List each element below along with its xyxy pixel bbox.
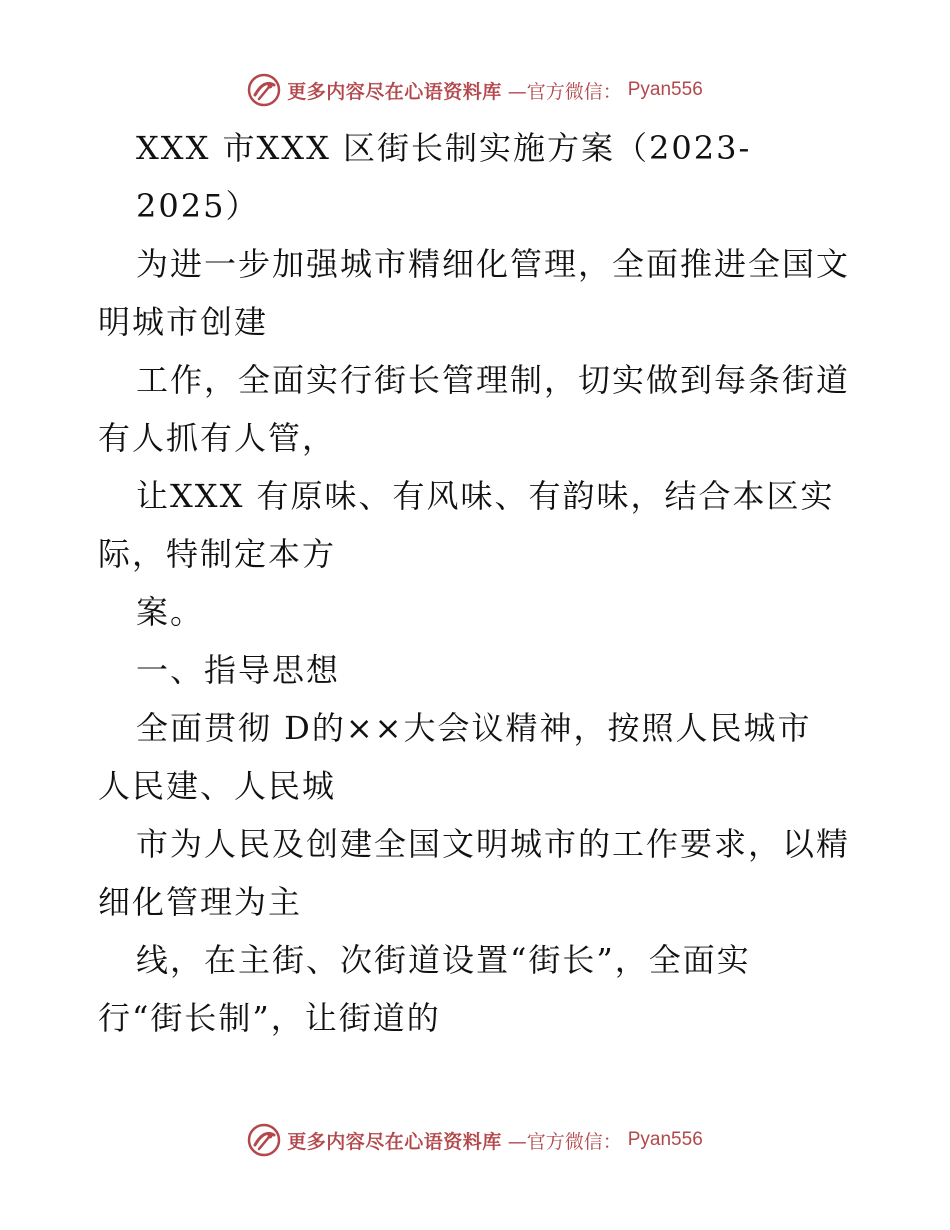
paragraph-line: 让XXX 有原味、有风味、有韵味，结合本区实 <box>136 477 835 515</box>
section-heading: 一、指导思想 <box>136 651 341 689</box>
banner-wechat-id: Pyan556 <box>627 1129 703 1150</box>
banner-text: 更多内容尽在心语资料库 <box>287 1130 502 1153</box>
document-title-line-2: 2025） <box>136 187 260 225</box>
paragraph-line: 人民建、人民城 <box>98 767 337 805</box>
paragraph-line: 明城市创建 <box>98 303 269 341</box>
paragraph-line: 有人抓有人管， <box>98 419 337 457</box>
paragraph-line: 案。 <box>136 593 205 631</box>
paragraph-line: 行“街长制”，让街道的 <box>98 999 441 1037</box>
banner-text: 更多内容尽在心语资料库 <box>287 80 502 103</box>
document-title-line-1: XXX 市XXX 区街长制实施方案（2023- <box>136 129 752 167</box>
banner-wechat-id: Pyan556 <box>627 79 703 100</box>
paragraph-line: 线，在主街、次街道设置“街长”，全面实 <box>136 941 751 979</box>
banner-separator: —官方微信： <box>507 1130 622 1153</box>
footer-banner <box>0 1120 950 1160</box>
paragraph-line: 市为人民及创建全国文明城市的工作要求，以精 <box>136 825 851 863</box>
banner-separator: —官方微信： <box>507 80 622 103</box>
paragraph-line: 际，特制定本方 <box>98 535 337 573</box>
paragraph-line: 工作，全面实行街长管理制，切实做到每条街道 <box>136 361 851 399</box>
header-banner <box>0 70 950 110</box>
brand-logo-icon <box>247 73 281 107</box>
paragraph-line: 全面贯彻 D的××大会议精神，按照人民城市 <box>136 709 812 747</box>
paragraph-line: 细化管理为主 <box>98 883 303 921</box>
brand-logo-icon <box>247 1123 281 1157</box>
paragraph-line: 为进一步加强城市精细化管理，全面推进全国文 <box>136 245 851 283</box>
